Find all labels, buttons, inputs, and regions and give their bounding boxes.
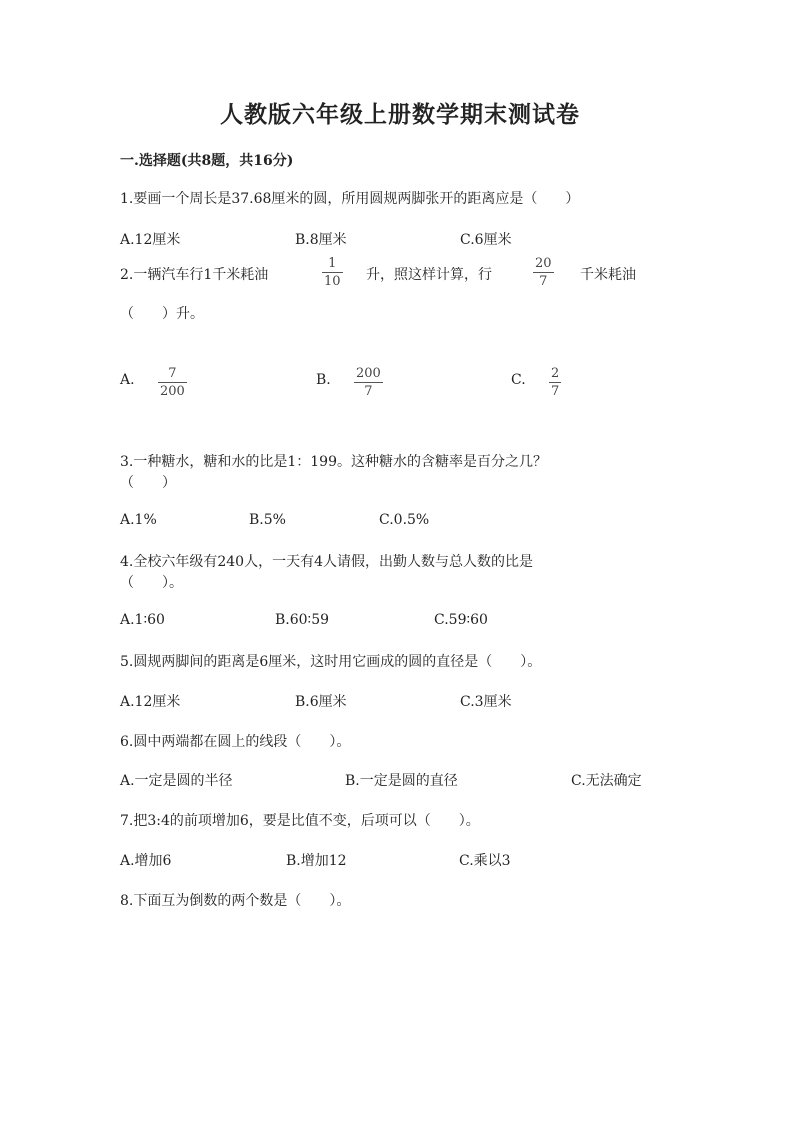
question-2-option-c-fraction[interactable] bbox=[549, 366, 561, 399]
question-2-option-a-fraction[interactable] bbox=[158, 366, 187, 399]
question-1-option-c[interactable]: C.6厘米 bbox=[460, 232, 512, 248]
question-7-option-a[interactable]: A.增加6 bbox=[120, 853, 172, 869]
question-6-option-b[interactable]: B.一定是圆的直径 bbox=[345, 773, 458, 789]
fraction-denominator: 200 bbox=[160, 384, 185, 399]
page-title: 人教版六年级上册数学期末测试卷 bbox=[220, 101, 580, 128]
question-2-option-a[interactable]: A. bbox=[120, 372, 135, 388]
question-2-text-line2: （ ）升。 bbox=[120, 306, 204, 322]
question-2-option-b-fraction[interactable] bbox=[354, 366, 383, 399]
question-4-option-a[interactable]: A.1∶60 bbox=[120, 612, 165, 628]
question-7-text: 7.把3:4的前项增加6，要是比值不变，后项可以（ ）。 bbox=[120, 813, 480, 829]
question-8-text: 8.下面互为倒数的两个数是（ ）。 bbox=[120, 893, 351, 909]
fraction-denominator: 10 bbox=[324, 274, 341, 289]
question-3-option-a[interactable]: A.1% bbox=[120, 512, 157, 528]
question-2-option-c[interactable]: C. bbox=[511, 372, 526, 388]
question-2-text-part1: 2.一辆汽车行1千米耗油 bbox=[120, 267, 269, 283]
fraction-numerator: 7 bbox=[168, 366, 177, 381]
question-1-option-a[interactable]: A.12厘米 bbox=[120, 232, 181, 248]
question-2-option-b[interactable]: B. bbox=[316, 372, 331, 388]
question-2-fraction-1 bbox=[322, 256, 343, 289]
question-3-option-c[interactable]: C.0.5% bbox=[379, 512, 430, 528]
question-5-option-b[interactable]: B.6厘米 bbox=[295, 694, 347, 710]
section-heading: 一.选择题(共8题，共16分) bbox=[120, 153, 294, 169]
fraction-denominator: 7 bbox=[551, 384, 560, 399]
fraction-numerator: 2 bbox=[551, 366, 560, 381]
question-4-text-line2: （ ）。 bbox=[120, 575, 183, 591]
question-2-text-part3: 千米耗油 bbox=[580, 267, 636, 283]
question-4-option-b[interactable]: B.60∶59 bbox=[275, 612, 330, 628]
question-5-option-a[interactable]: A.12厘米 bbox=[120, 694, 181, 710]
question-7-option-b[interactable]: B.增加12 bbox=[286, 853, 347, 869]
question-6-option-c[interactable]: C.无法确定 bbox=[571, 773, 642, 789]
question-2-text-part2: 升，照这样计算，行 bbox=[366, 267, 492, 283]
question-5-text: 5.圆规两脚间的距离是6厘米，这时用它画成的圆的直径是（ ）。 bbox=[120, 654, 542, 670]
fraction-numerator: 1 bbox=[328, 256, 337, 271]
question-3-text: 3.一种糖水，糖和水的比是1：199。这种糖水的含糖率是百分之几？ bbox=[120, 454, 547, 470]
question-1-option-b[interactable]: B.8厘米 bbox=[295, 232, 347, 248]
question-1-text: 1.要画一个周长是37.68厘米的圆，所用圆规两脚张开的距离应是（ ） bbox=[120, 191, 580, 207]
fraction-numerator: 20 bbox=[535, 256, 552, 271]
question-2-fraction-2 bbox=[533, 256, 554, 289]
question-3-option-b[interactable]: B.5% bbox=[249, 512, 286, 528]
question-7-option-c[interactable]: C.乘以3 bbox=[459, 853, 511, 869]
question-4-option-c[interactable]: C.59∶60 bbox=[434, 612, 488, 628]
question-6-option-a[interactable]: A.一定是圆的半径 bbox=[120, 773, 233, 789]
question-5-option-c[interactable]: C.3厘米 bbox=[460, 694, 512, 710]
fraction-numerator: 200 bbox=[356, 366, 381, 381]
fraction-denominator: 7 bbox=[364, 384, 373, 399]
question-6-text: 6.圆中两端都在圆上的线段（ ）。 bbox=[120, 734, 351, 750]
fraction-denominator: 7 bbox=[539, 274, 548, 289]
question-4-text: 4.全校六年级有240人，一天有4人请假，出勤人数与总人数的比是 bbox=[120, 554, 533, 570]
question-3-text-line2: （ ） bbox=[120, 475, 176, 491]
